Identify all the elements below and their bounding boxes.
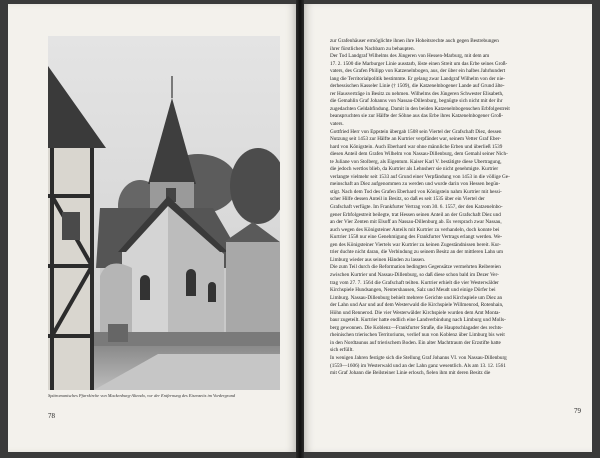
text-line: Der Tod Landgraf Wilhelms des Jüngeren von Hessen-Marburg, mit dem am [330,53,490,60]
text-line: in den Nordtaunus auf trierischem Boden. Ein alter Machttraum der Erzstifte hatte [330,339,501,346]
church-photo [48,36,280,390]
text-line: rer Hausverträge in Besitz zu nehmen. Wilhelms des Jüngeren Schwester Elisabeth, [330,90,504,97]
text-line: an der Vier Zenten mit Elsoff an Nassau-Dillenburg ab. Es versprach zwar Nassau, [330,219,502,226]
text-line: verlangte vielmehr seit 1533 auf Grund einer Verpfändung von 1453 in die völlige Ge- [330,173,510,180]
text-line: meinschaft an Diez aufgenommen zu werden und wurde darin von Hessen begün- [330,181,501,188]
text-line: Kirchspiele Hundsangen, Nentershausen, Salz und Meudt und einige Dörfer bei [330,287,496,294]
text-line: der Lahn und Aar und auf dem Westerwald die Kirchspiele Willmenrod, Rotenhain, [330,302,504,309]
text-line: Limburg wieder aus seinen Händen zu lassen. [330,256,426,263]
church-photo-drawing [48,36,280,390]
text-line: trier duchte nicht daran, die Verbindung zu seinem Besitz an der mittleren Lahn um [330,249,504,256]
text-line: stigt. Nach dem Tod des Grafen Eberhard von Königstein nahm Kurtrier mit hessi- [330,188,502,195]
text-line: gener Erbfolgestreit beilegte, trat Hessen seinen Anteil an der Grafschaft Diez und [330,211,501,218]
text-line: In wenigen Jahren festigte sich die Stellung Graf Johanns VI. von Nassau-Dillenburg [330,354,507,361]
text-line: lang die Territorialpolitik bestimmte. Er gelang zwar Landgraf Wilhelm von der nie- [330,75,505,82]
text-line: die Gemahlin Graf Johanns von Nassau-Dillenburg, begnügte sich nicht mit der ihr [330,98,503,105]
right-page-number: 79 [574,407,581,415]
text-line: hard von Königstein. Auch Eberhard war ohne männliche Erben und überließ 1539 [330,143,503,150]
text-line: die jedoch wertlos blieb, da Kurtrier als Lehnsherr sie nicht genehmigte. Kurtrier [330,166,499,173]
text-line: zur Grafenhäuser ermöglichte ihnen ihre Hoheitsrechte auch gegen Bestrebungen [330,38,499,44]
text-line: Die zum Teil durch die Reformation bedingten Gegensätze vermehrten Reibereien [330,264,501,271]
text-line: Höhn und Rennerod. Die vier Westerwälder Kirchspiele wurden dem Amt Monta- [330,309,501,316]
book-gutter [296,0,304,458]
text-line: ihrer fürstlichen Nachbarn zu behaupten. [330,45,415,52]
text-line: scher Hilfe dessen Anteil in Besitz, so daß es seit 1535 über ein Viertel der [330,196,485,203]
text-line: baur zugeteilt. Kurtrier hatte endlich eine Landverbindung nach Limburg und Molls- [330,317,506,324]
text-line: (1559—1606) im Westerwald und an der Lahn ganz wesentlich. Als am 13. 12. 1561 [330,362,506,369]
text-line: derhessischen Kasseler Linie († 1509), die Katzenelnbogener Lande auf Grund älte- [330,83,505,90]
text-line: beanspruchten sie zur Hälfte der Söhne aus das Erbe ihres Katzenelnbogener Groß- [330,113,503,120]
text-line: auch wegen des Königsteiner Anteils mit Kurtrier zu verhandeln, doch konnte bei [330,226,500,233]
text-line: Grafschaft verfügte. Im Frankfurter Vertrag vom 30. 6. 1557, der den Katzenelnbo- [330,204,503,211]
text-line: vaters. [330,121,344,128]
text-line: Gottfried Herr von Eppstein übergab 1508 sein Viertel der Grafschaft Diez, dessen [330,128,502,135]
text-line: trag vom 27. 7. 1564 die Grafschaft teilten. Kurtrier erhielt die vier Westerwälder [330,279,499,286]
right-page-text [330,38,558,378]
text-line: mit Graf Johann die Beilsteiner Linie erlosch, fielen ihm mit deren Besitz die [330,370,491,377]
text-line: te Juliane von Stolberg, als Eigentum. Kaiser Karl V. bestätigte diese Übertragung, [330,158,502,165]
text-line: zwischen Kurtrier und Nassau-Dillenburg, so daß diese schon bald im Dezer Ver- [330,271,499,278]
text-line: diesen Anteil dem Grafen Wilhelm von Nassau-Dillenburg, dem Gemahl seiner Nich- [330,151,508,158]
text-line: 17. 2. 1500 die Marburger Linie ausstarb, löste einen Streit um das Erbe seines Groß- [330,60,508,67]
text-line: rheinischen trierischen Territoriums, verlief nun von Koblenz über Limburg bis weit [330,332,505,339]
text-line: Kurtrier 1558 nur eine Genehmigung des Frankfurter Vertrags erlangt werden. We- [330,234,503,241]
text-line: vaters, des Grafen Philipp von Katzenelnbogen, aus, der über ein halbes Jahrhundert [330,68,506,75]
left-page-number: 78 [48,412,55,420]
text-line: zugedachten Geldabfindung. Damit in den beiden Katzenelnbogenschen Erbfolgestreit [330,105,510,112]
text-line: Nutzung seit 1453 zur Hälfte an Kurtrier verpfändet war, seinem Vetter Graf Eber- [330,136,502,143]
text-line: gen des Königsteiner Viertels war Kurtrier zu keinen Zugeständnissen bereit. Kur- [330,241,501,248]
photo-caption: Spätromanisches Pfarrkirche von Mackenburg-Altendo, vor der Entfernung des Eisenzeits im Vordergrund [48,393,236,398]
text-line: sich erfüllt. [330,347,354,354]
text-line: berg gewonnen. Die Koblenz—Frankfurter Straße, die Hauptschlagader des rechts- [330,324,503,331]
text-line: Limburg. Nassau-Dillenburg behielt mehrere Gerichte und Kirchspiele um Diez an [330,294,503,301]
